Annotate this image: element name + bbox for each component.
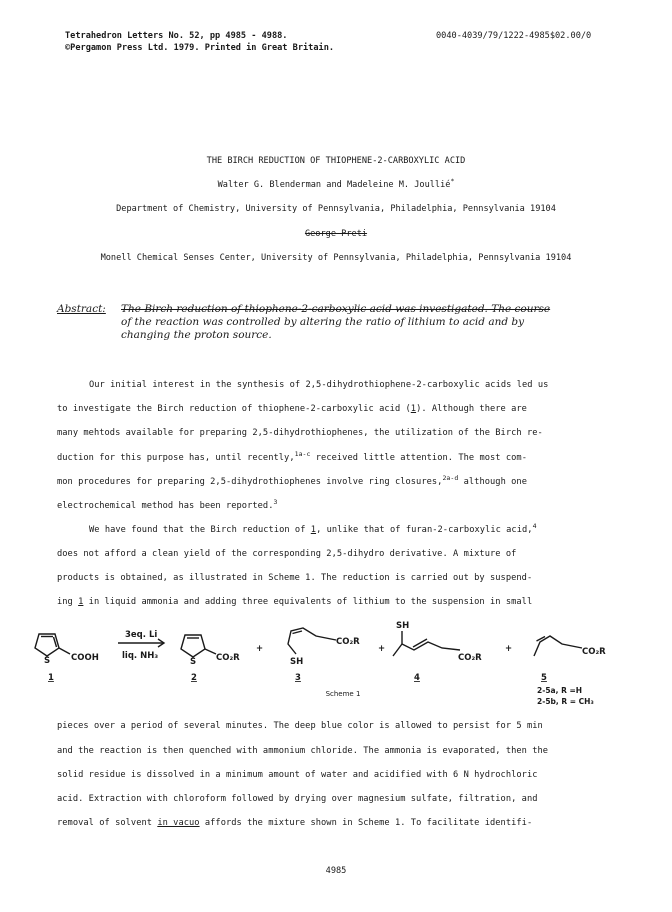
cooh-label: COOH xyxy=(71,653,99,663)
plus-2: + xyxy=(378,644,386,654)
para1-line-2: to investigate the Birch reduction of thiophene-2-carboxylic acid (1). Although there are xyxy=(57,404,527,414)
para1-line-4: duction for this purpose has, until recently,$^{1a-c}$ received little attention. The most com- xyxy=(57,450,527,463)
scheme-caption: Scheme 1 xyxy=(325,690,361,698)
sh-label-3: SH xyxy=(290,657,304,667)
para2-line-2: does not afford a clean yield of the corresponding 2,5-dihydro derivative. A mixture of xyxy=(57,549,517,559)
compound-3-structure xyxy=(288,628,336,654)
para3-line-2: and the reaction is then quenched with ammonium chloride. The ammonia is evaporated, then the xyxy=(57,746,549,756)
co2r-label-2: CO₂R xyxy=(216,653,240,663)
reagent-ammonia: liq. NH₃ xyxy=(122,651,159,661)
author-2: George Preti xyxy=(304,229,368,239)
compound-number-1: 1 xyxy=(48,673,54,683)
para2-line-1: We have found that the Birch reduction of 1, unlike that of furan-2-carboxylic acid,$^4$ xyxy=(89,522,537,535)
compound-number-2: 2 xyxy=(191,673,197,683)
co2r-label-3: CO₂R xyxy=(336,637,360,647)
page-number: 4985 xyxy=(325,866,347,876)
para1-line-6: electrochemical method has been reported.$^3$ xyxy=(57,498,278,511)
scheme-1-reaction xyxy=(0,618,672,718)
s-label-1: S xyxy=(44,656,51,666)
plus-3: + xyxy=(505,644,513,654)
para2-line-3: products is obtained, as illustrated in Scheme 1. The reduction is carried out by suspend- xyxy=(57,573,533,583)
para3-line-3: solid residue is dissolved in a minimum amount of water and acidified with 6 N hydrochloric xyxy=(57,770,538,780)
abstract-line-2: of the reaction was controlled by altering the ratio of lithium to acid and by xyxy=(121,316,525,328)
compound-4-structure xyxy=(393,631,460,656)
publisher-line: ©Pergamon Press Ltd. 1979. Printed in Great Britain. xyxy=(65,43,335,53)
abstract-label: Abstract: xyxy=(57,303,106,315)
legend-a: 2-5a, R =H xyxy=(537,686,583,695)
para3-line-4: acid. Extraction with chloroform followed by drying over magnesium sulfate, filtration, and xyxy=(57,794,538,804)
compound-2-structure xyxy=(181,635,216,657)
legend-b: 2-5b, R = CH₃ xyxy=(537,697,594,706)
para1-line-3: many mehtods available for preparing 2,5-dihydrothiophenes, the utilization of the Birch re- xyxy=(57,428,543,438)
journal-citation: Tetrahedron Letters No. 52, pp 4985 - 4988. xyxy=(65,31,288,41)
paper-title: THE BIRCH REDUCTION OF THIOPHENE-2-CARBOXYLIC ACID xyxy=(206,156,466,166)
para1-line-1: Our initial interest in the synthesis of 2,5-dihydrothiophene-2-carboxylic acids led us xyxy=(89,380,549,390)
compound-number-4: 4 xyxy=(414,673,420,683)
reaction-arrow xyxy=(118,639,164,647)
co2r-label-5: CO₂R xyxy=(582,647,606,657)
para1-line-5: mon procedures for preparing 2,5-dihydrothiophenes involve ring closures,$^{2a-d}$ although one xyxy=(57,474,527,487)
reagent-lithium: 3eq. Li xyxy=(125,630,158,640)
authors: Walter G. Blenderman and Madeleine M. Joullié* xyxy=(217,177,455,190)
para2-line-4: ing 1 in liquid ammonia and adding three equivalents of lithium to the suspension in small xyxy=(57,597,533,607)
compound-5-structure xyxy=(534,636,582,656)
abstract-line-3: changing the proton source. xyxy=(121,329,272,341)
s-label-2: S xyxy=(190,657,197,667)
co2r-label-4: CO₂R xyxy=(458,653,482,663)
para3-line-1: pieces over a period of several minutes. The deep blue color is allowed to persist for 5 min xyxy=(57,721,543,731)
compound-number-5: 5 xyxy=(541,673,547,683)
affiliation-1: Department of Chemistry, University of Pennsylvania, Philadelphia, Pennsylvania 19104 xyxy=(116,204,556,214)
article-code: 0040-4039/79/1222-4985$02.00/0 xyxy=(436,31,592,41)
para3-line-5: removal of solvent in vacuo affords the mixture shown in Scheme 1. To facilitate identifi- xyxy=(57,818,533,828)
sh-label-4: SH xyxy=(396,621,410,631)
abstract-line-1: The Birch reduction of thiophene-2-carboxylic acid was investigated. The course xyxy=(121,303,551,315)
compound-1-structure xyxy=(35,634,70,656)
affiliation-2: Monell Chemical Senses Center, University of Pennsylvania, Philadelphia, Pennsylvania 19104 xyxy=(100,253,572,263)
compound-number-3: 3 xyxy=(295,673,301,683)
plus-1: + xyxy=(256,644,264,654)
